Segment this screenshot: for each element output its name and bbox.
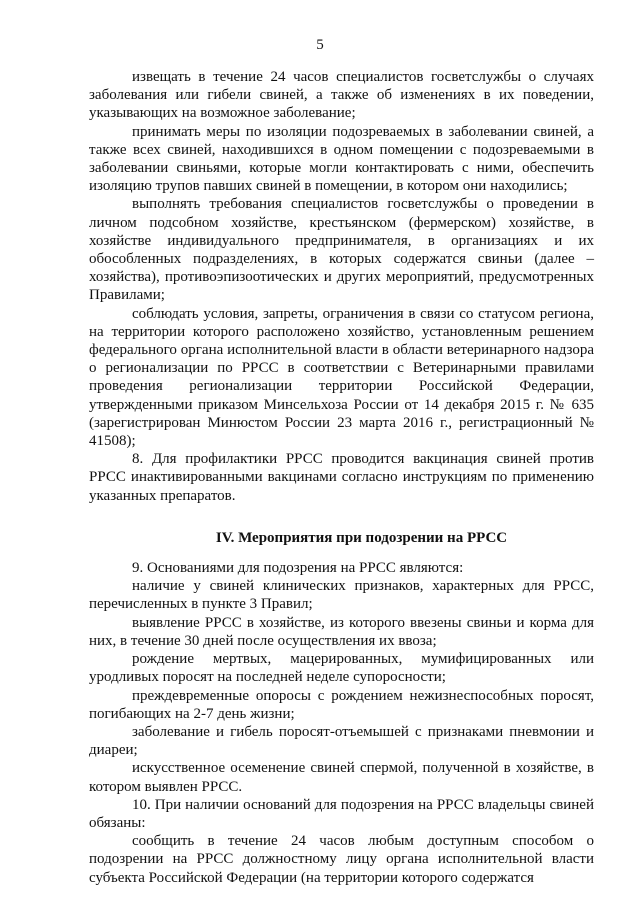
paragraph: преждевременные опоросы с рождением нежизнеспособных поросят, погибающих на 2-7 день жизни; [89, 687, 594, 722]
paragraph: рождение мертвых, мацерированных, мумифицированных или уродливых поросят на последней неделе супоросности; [89, 651, 594, 686]
section-heading-text: IV. Мероприятия при подозрении на РРСС [215, 529, 508, 546]
section-heading [89, 529, 594, 547]
paragraph: заболевание и гибель поросят-отъемышей с признаками пневмонии и диареи; [89, 723, 594, 759]
paragraph: наличие у свиней клинических признаков, характерных для РРСС, перечисленных в пункте 3 Правил; [89, 578, 594, 613]
paragraph: 8. Для профилактики РРСС проводится вакцинация свиней против РРСС инактивированными вакцинами согласно инструкциям по применению указанных препаратов. [89, 451, 594, 504]
paragraph: принимать меры по изоляции подозреваемых в заболевании свиней, а также всех свиней, находившихся в одном помещении с подозреваемыми в заболевании свиньями, которые могли контактировать с ними, обеспечить изоляцию трупов павших свиней в помещении, в котором они находились; [89, 123, 594, 195]
paragraph: извещать в течение 24 часов специалистов госветслужбы о случаях заболевания или гибели свиней, а также об изменениях в их поведении, указывающих на возможное заболевание; [89, 69, 594, 122]
paragraph: соблюдать условия, запреты, ограничения в связи со статусом региона, на территории которого расположено хозяйство, установленным решением федерального органа исполнительной власти в области ветеринарного надзора о регионализации по РРСС в соответствии с Ветеринарными правилами проведения регионализации территории Российской Федерации, утвержденными приказом Минсельхоза России от 14 декабря 2015 г. № 635 (зарегистрирован Минюстом России 23 марта 2016 г., регистрационный № 41508); [89, 305, 594, 450]
paragraph: 10. При наличии оснований для подозрения на РРСС владельцы свиней обязаны: [89, 796, 594, 831]
paragraph: искусственное осеменение свиней спермой, полученной в хозяйстве, в котором выявлен РРСС. [89, 760, 594, 795]
paragraph: выявление РРСС в хозяйстве, из которого ввезены свиньи и корма для них, в течение 30 дней после осуществления их ввоза; [89, 614, 594, 649]
paragraph: выполнять требования специалистов госветслужбы о проведении в личном подсобном хозяйстве, крестьянском (фермерском) хозяйстве, в хозяйстве индивидуального предпринимателя, в организациях и их обособленных подразделениях, в которых содержатся свиньи (далее – хозяйства), противоэпизоотических и других мероприятий, предусмотренных Правилами; [89, 196, 594, 304]
paragraph: сообщить в течение 24 часов любым доступным способом о подозрении на РРСС должностному лицу органа исполнительной власти субъекта Российской Федерации (на территории которого содержатся [89, 833, 594, 886]
paragraph: 9. Основаниями для подозрения на РРСС являются: [132, 560, 464, 577]
page-number: 5 [316, 37, 324, 53]
document-body [89, 68, 594, 887]
